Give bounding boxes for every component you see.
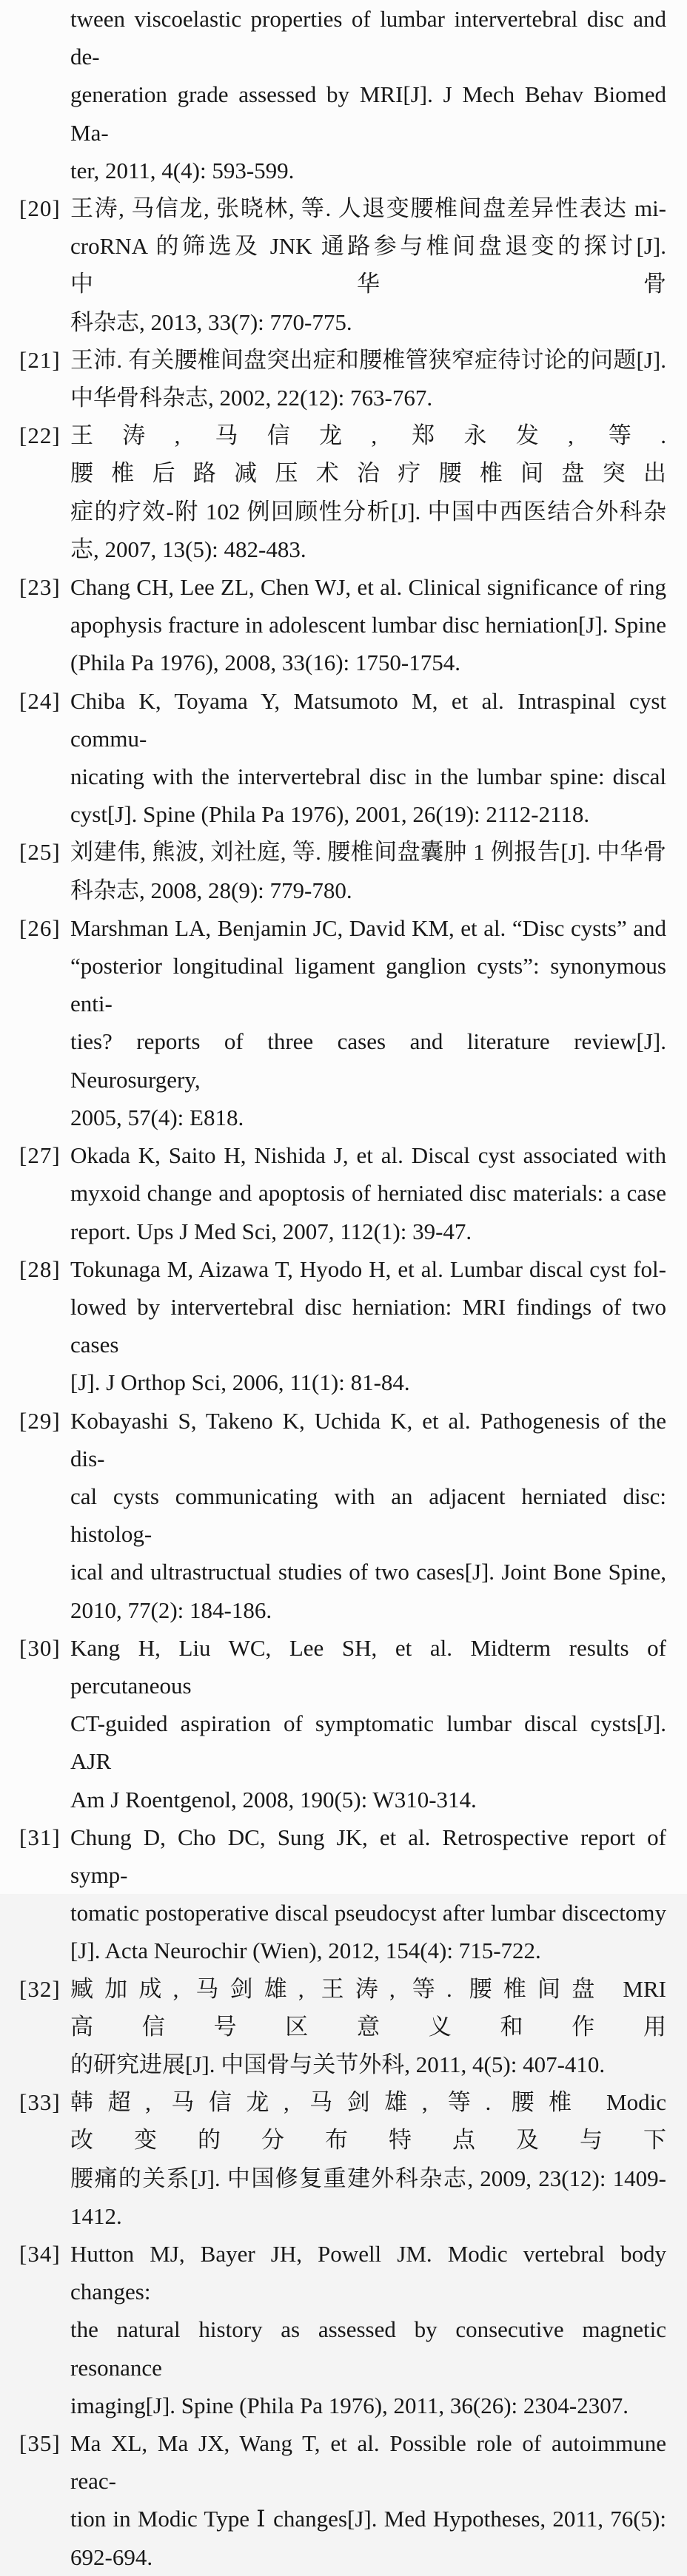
reference-number: [29] — [19, 1407, 61, 1434]
reference-line: the natural history as assessed by consecutive magnetic resonance — [70, 2316, 666, 2381]
reference-line: Kang H, Liu WC, Lee SH, et al. Midterm results of percutaneous — [70, 1634, 666, 1699]
reference-line: 王涛, 马信龙, 张晓林, 等. 人退变腰椎间盘差异性表达 mi- — [70, 195, 666, 222]
reference-number: [34] — [19, 2240, 61, 2267]
reference-number: [20] — [19, 195, 61, 222]
reference-line: report. Ups J Med Sci, 2007, 112(1): 39-47. — [70, 1218, 472, 1244]
reference-line: 刘建伟, 熊波, 刘社庭, 等. 腰椎间盘囊肿 1 例报告[J]. 中华骨 — [70, 839, 666, 866]
reference-line: Chang CH, Lee ZL, Chen WJ, et al. Clinical significance of ring — [70, 574, 666, 601]
reference-line: ties? reports of three cases and literature review[J]. Neurosurgery, — [70, 1028, 666, 1093]
reference-line: generation grade assessed by MRI[J]. J Mech Behav Biomed Ma- — [70, 81, 666, 146]
reference-line: 症的疗效-附 102 例回顾性分析[J]. 中国中西医结合外科杂 — [70, 498, 666, 525]
reference-number: [26] — [19, 914, 61, 941]
reference-line: Okada K, Saito H, Nishida J, et al. Discal cyst associated with — [70, 1142, 666, 1169]
reference-line: cyst[J]. Spine (Phila Pa 1976), 2001, 26(19): 2112-2118. — [70, 801, 590, 828]
reference-line: croRNA 的筛选及 JNK 通路参与椎间盘退变的探讨[J]. 中华骨 — [70, 233, 666, 297]
reference-line: Chung D, Cho DC, Sung JK, et al. Retrospective report of symp- — [70, 1824, 666, 1888]
reference-line: nicating with the intervertebral disc in the lumbar spine: discal — [70, 763, 666, 790]
reference-line: 692-694. — [70, 2543, 153, 2570]
reference-line: myxoid change and apoptosis of herniated disc materials: a case — [70, 1180, 666, 1207]
reference-line: 1412. — [70, 2202, 122, 2229]
reference-item — [0, 1136, 687, 1250]
reference-line: ter, 2011, 4(4): 593-599. — [70, 157, 295, 183]
reference-number: [31] — [19, 1824, 61, 1850]
reference-number: [32] — [19, 1975, 61, 2002]
reference-item — [0, 0, 687, 189]
reference-line: tween viscoelastic properties of lumbar intervertebral disc and de- — [70, 6, 666, 70]
reference-number: [27] — [19, 1142, 61, 1169]
reference-line: 王沛. 有关腰椎间盘突出症和腰椎管狭窄症待讨论的问题[J]. — [70, 346, 666, 373]
reference-line: 志, 2007, 13(5): 482-483. — [70, 536, 306, 562]
reference-item — [0, 833, 687, 908]
reference-item — [0, 1402, 687, 1629]
reference-line: tomatic postoperative discal pseudocyst after lumbar discectomy — [70, 1900, 666, 1926]
reference-line: Am J Roentgenol, 2008, 190(5): W310-314. — [70, 1786, 477, 1813]
reference-line: Tokunaga M, Aizawa T, Hyodo H, et al. Lumbar discal cyst fol- — [70, 1255, 666, 1282]
reference-line: 的研究进展[J]. 中国骨与关节外科, 2011, 4(5): 407-410. — [70, 2051, 606, 2077]
reference-line: [J]. J Orthop Sci, 2006, 11(1): 81-84. — [70, 1369, 410, 1396]
reference-item — [0, 1250, 687, 1402]
reference-number: [35] — [19, 2430, 61, 2456]
reference-item — [0, 341, 687, 417]
reference-line: 中华骨科杂志, 2002, 22(12): 763-767. — [70, 385, 433, 411]
reference-line: apophysis fracture in adolescent lumbar disc herniation[J]. Spine — [70, 612, 666, 638]
reference-number: [21] — [19, 346, 61, 373]
reference-line: [J]. Acta Neurochir (Wien), 2012, 154(4): 715-722. — [70, 1938, 541, 1964]
reference-line: 王涛, 马信龙, 郑永发, 等. 腰椎后路减压术治疗腰椎间盘突出 — [70, 422, 666, 487]
reference-line: Hutton MJ, Bayer JH, Powell JM. Modic vertebral body changes: — [70, 2240, 666, 2305]
reference-line: 2005, 57(4): E818. — [70, 1104, 244, 1130]
reference-item — [0, 909, 687, 1136]
reference-line: (Phila Pa 1976), 2008, 33(16): 1750-1754. — [70, 650, 460, 676]
reference-line: Chiba K, Toyama Y, Matsumoto M, et al. Intraspinal cyst commu- — [70, 687, 666, 752]
reference-line: Kobayashi S, Takeno K, Uchida K, et al. Pathogenesis of the dis- — [70, 1407, 666, 1471]
reference-item — [0, 1629, 687, 1818]
reference-line: “posterior longitudinal ligament ganglion cysts”: synonymous enti- — [70, 953, 666, 1017]
reference-item — [0, 1970, 687, 2084]
reference-item — [0, 1818, 687, 1970]
reference-number: [30] — [19, 1634, 61, 1661]
reference-line: 韩超, 马信龙, 马剑雄, 等. 腰椎 Modic 改变的分布特点及与下 — [70, 2089, 666, 2154]
reference-line: 科杂志, 2013, 33(7): 770-775. — [70, 308, 352, 335]
reference-line: cal cysts communicating with an adjacent herniated disc: histolog- — [70, 1483, 666, 1548]
reference-line: ical and ultrastructual studies of two cases[J]. Joint Bone Spine, — [70, 1559, 666, 1585]
reference-line: 2010, 77(2): 184-186. — [70, 1596, 272, 1623]
reference-line: tion in Modic Type Ⅰ changes[J]. Med Hypotheses, 2011, 76(5): — [70, 2506, 666, 2532]
reference-item — [0, 417, 687, 568]
reference-line: Marshman LA, Benjamin JC, David KM, et al. “Disc cysts” and — [70, 914, 666, 941]
reference-item — [0, 682, 687, 834]
reference-number: [23] — [19, 574, 61, 601]
reference-item — [0, 568, 687, 682]
reference-number: [28] — [19, 1255, 61, 1282]
reference-number: [22] — [19, 422, 61, 449]
reference-item — [0, 189, 687, 341]
reference-line: imaging[J]. Spine (Phila Pa 1976), 2011, 36(26): 2304-2307. — [70, 2392, 629, 2418]
reference-line: CT-guided aspiration of symptomatic lumbar discal cysts[J]. AJR — [70, 1710, 666, 1775]
reference-number: [33] — [19, 2089, 61, 2116]
reference-number: [25] — [19, 839, 61, 866]
reference-line: 腰痛的关系[J]. 中国修复重建外科杂志, 2009, 23(12): 1409- — [70, 2165, 666, 2191]
reference-line: lowed by intervertebral disc herniation: MRI findings of two cases — [70, 1293, 666, 1358]
reference-line: 臧加成, 马剑雄, 王涛, 等. 腰椎间盘 MRI 高信号区意义和作用 — [70, 1975, 666, 2040]
reference-line: 科杂志, 2008, 28(9): 779-780. — [70, 877, 352, 903]
reference-item — [0, 2083, 687, 2235]
reference-item — [0, 2424, 687, 2576]
reference-item — [0, 2235, 687, 2424]
reference-number: [24] — [19, 687, 61, 714]
reference-line: Ma XL, Ma JX, Wang T, et al. Possible role of autoimmune reac- — [70, 2430, 666, 2495]
